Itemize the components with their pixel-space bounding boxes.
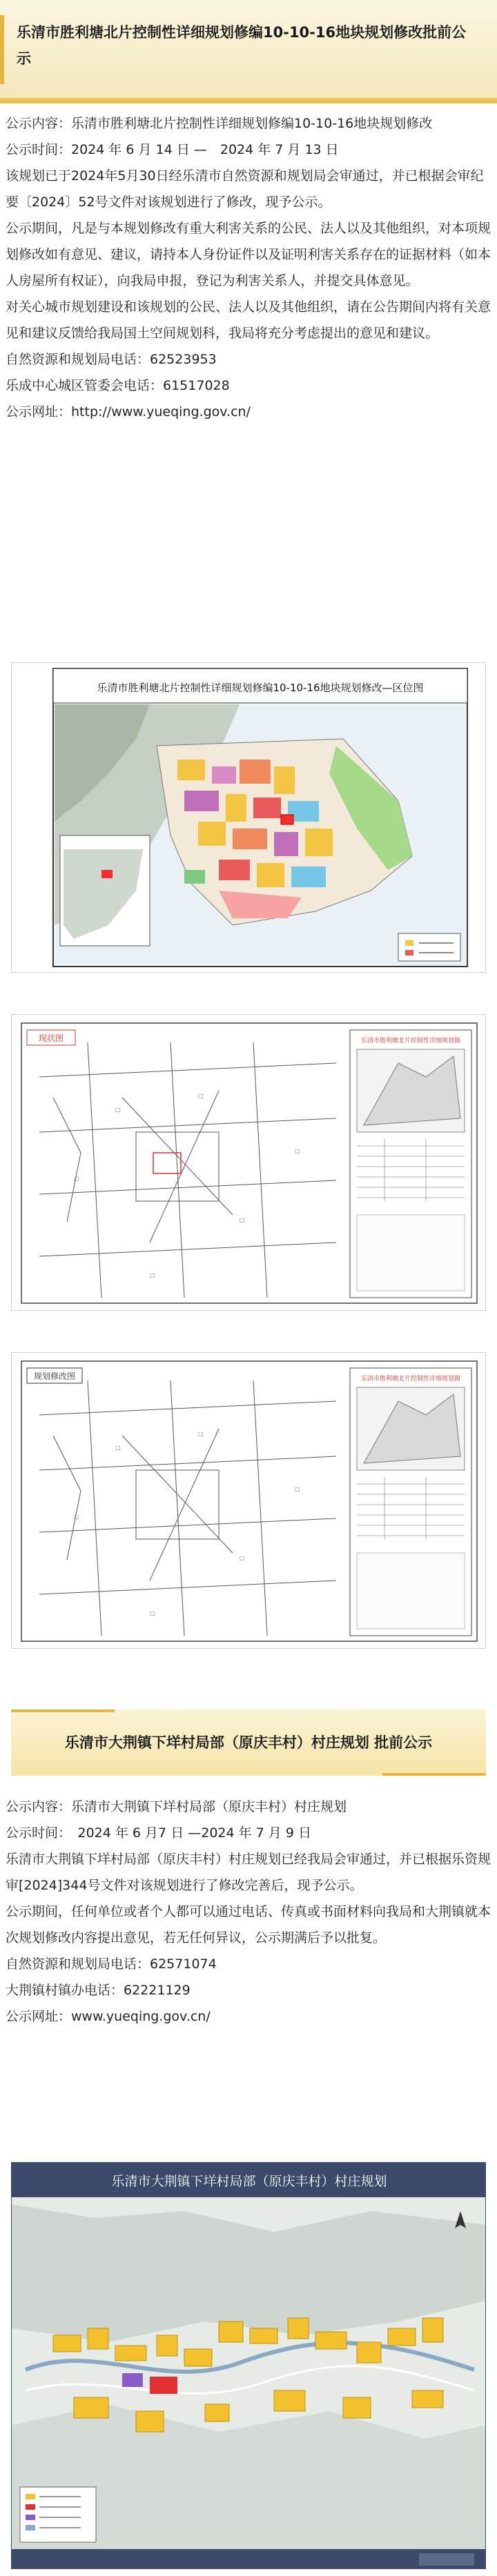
- header-accent-line: [11, 1710, 115, 1712]
- village-plan-map: [11, 2162, 486, 2569]
- svg-text:□: □: [150, 1272, 155, 1278]
- phone-text: 自然资源和规划局电话：62571074: [6, 1956, 217, 1972]
- revised-map-tag: 规划修改图: [33, 1371, 76, 1381]
- status-map-figure: [11, 1014, 486, 1311]
- description-text: 乐清市大荆镇下垟村局部（原庆丰村）村庄规划已经我局会审通过，并已根据乐资规审[2024]344号文件对该规划进行了修改完善后，现予公示。: [6, 1852, 491, 1893]
- period-text: 公示时间： 2024 年 6 月7 日 —2024 年 7 月 9 日: [6, 1825, 311, 1841]
- section1-title: 乐清市胜利塘北片控制性详细规划修编10-10-16地块规划修改批前公示: [17, 24, 467, 67]
- svg-text:□: □: [74, 1514, 79, 1520]
- svg-text:□: □: [240, 1217, 245, 1223]
- section2-header: [11, 1710, 486, 1776]
- content-label: 公示内容：乐清市胜利塘北片控制性详细规划修编10-10-16地块规划修改: [6, 116, 433, 131]
- phone-text: 大荆镇村镇办电话：62221129: [6, 1983, 191, 1998]
- svg-text:□: □: [295, 1486, 300, 1492]
- location-map-title: 乐清市胜利塘北片控制性详细规划修编10-10-16地块规划修改—区位图: [97, 682, 424, 694]
- description-text: 该规划已于2024年5月30日经乐清市自然资源和规划局会审通过，并已根据会审纪要〔2024〕52号文件对该规划进行了修改，现予公示。: [6, 168, 484, 210]
- location-map-figure: [11, 662, 486, 973]
- phone-text: 自然资源和规划局电话：62523953: [6, 352, 217, 367]
- svg-text:□: □: [115, 1107, 121, 1113]
- section1-body: [6, 110, 491, 425]
- header-accent-bar: [0, 15, 4, 84]
- period-text: 公示时间：2024 年 6 月 14 日 — 2024 年 7 月 13 日: [6, 142, 339, 157]
- website-text[interactable]: 公示网址：www.yueqing.gov.cn/: [6, 2009, 211, 2024]
- phone-text: 乐成中心城区管委会电话：61517028: [6, 378, 230, 393]
- header-underline: [0, 98, 497, 103]
- notice-text: 公示期间，凡是与本规划修改有重大利害关系的公民、法人以及其他组织，对本项规划修改如有意见、建议，请持本人身份证件以及证明利害关系存在的证据材料（如本人房屋所有权证），向我局申报，登记为利害关系人，并提交具体意见。: [6, 221, 491, 288]
- status-map-tag: 现状图: [38, 1033, 64, 1043]
- svg-text:□: □: [295, 1148, 300, 1154]
- notice-text: 公示期间，任何单位或者个人都可以通过电话、传真或书面材料向我局和大荆镇就本次规划修改内容提出意见，若无任何异议，公示期满后予以批复。: [6, 1904, 491, 1945]
- notice-text: 对关心城市规划建设和该规划的公民、法人以及其他组织，请在公告期间内将有关意见和建议反馈给我局国土空间规划科，我局将充分考虑提出的意见和建议。: [6, 299, 491, 341]
- svg-text:□: □: [240, 1555, 245, 1561]
- svg-text:□: □: [198, 1431, 204, 1437]
- section2-title: 乐清市大荆镇下垟村局部（原庆丰村）村庄规划 批前公示: [64, 1734, 433, 1751]
- svg-text:□: □: [198, 1093, 204, 1099]
- header-accent-line: [382, 1773, 486, 1776]
- section1-header: [0, 0, 497, 103]
- content-label: 公示内容：乐清市大荆镇下垟村局部（原庆丰村）村庄规划: [6, 1799, 347, 1814]
- section2-body: [6, 1794, 491, 2030]
- svg-text:□: □: [115, 1445, 121, 1451]
- revised-plan-figure: [11, 1352, 486, 1649]
- revised-panel-title: 乐清市胜利塘北片控制性详细规划图: [360, 1376, 461, 1383]
- status-panel-title: 乐清市胜利塘北片控制性详细规划图: [360, 1038, 461, 1044]
- website-text[interactable]: 公示网址：http://www.yueqing.gov.cn/: [6, 404, 251, 419]
- svg-text:□: □: [150, 1610, 155, 1616]
- village-map-title: 乐清市大荆镇下垟村局部（原庆丰村）村庄规划: [111, 2174, 387, 2189]
- svg-text:□: □: [74, 1176, 79, 1182]
